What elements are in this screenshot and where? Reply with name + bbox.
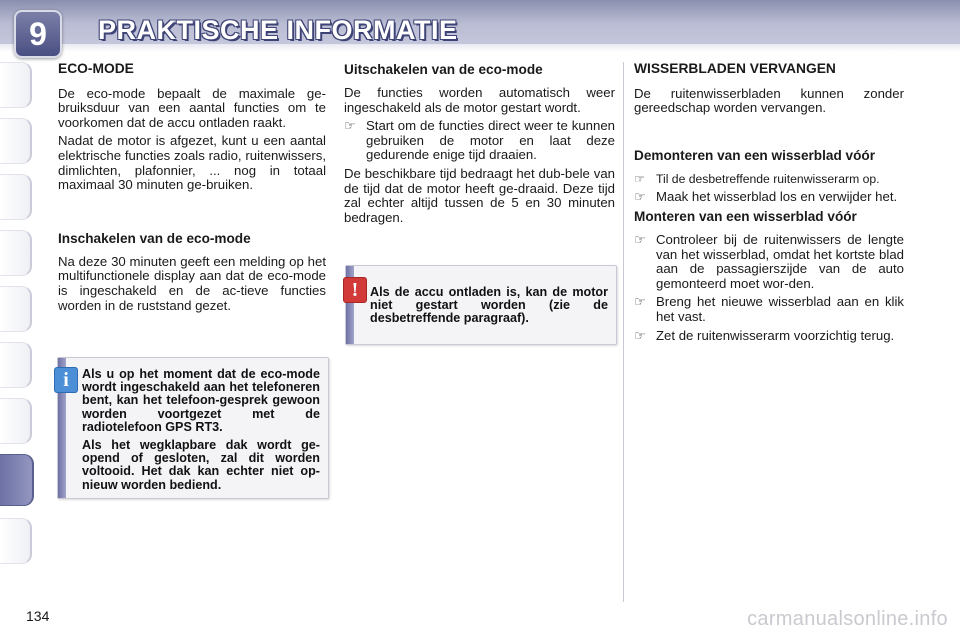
inschakelen-paragraph: Na deze 30 minuten geeft een melding op het multifunctionele display aan dat de eco-mode is ingeschakeld en de ac-tieve functies worden in de ruststand gezet. — [58, 253, 326, 313]
info-note-box — [57, 357, 329, 499]
list-item: ☞ Maak het wisserblad los en verwijder het. — [634, 189, 898, 205]
info-note-text — [82, 368, 320, 492]
pointing-hand-icon: ☞ — [344, 118, 356, 134]
uitschakelen-paragraph: De functies worden automatisch weer ingeschakeld als de motor gestart wordt. — [344, 85, 615, 115]
side-tab[interactable] — [0, 342, 32, 388]
warning-icon: ! — [343, 277, 367, 303]
list-item: ☞ Til de desbetreffende ruitenwisserarm op. — [634, 171, 880, 186]
side-tab[interactable] — [0, 174, 32, 220]
demonteren-heading: Demonteren van een wisserblad vóór — [634, 147, 875, 163]
page-number: 134 — [26, 608, 50, 624]
side-tabs — [0, 62, 34, 582]
wisserbladen-heading: WISSERBLADEN VERVANGEN — [634, 61, 836, 76]
column-wisserbladen — [634, 62, 904, 347]
eco-mode-paragraph: De eco-mode bepaalt de maximale ge-bruiksduur van een aantal functies om te voorkomen dat de accu ontladen raakt. — [58, 85, 326, 130]
column-eco-mode — [58, 62, 326, 317]
monteren-heading: Monteren van een wisserblad vóór — [634, 208, 857, 224]
side-tab[interactable] — [0, 518, 32, 564]
pointing-hand-icon: ☞ — [634, 171, 645, 186]
side-tab[interactable] — [0, 62, 32, 108]
side-tab[interactable] — [0, 398, 32, 444]
eco-mode-paragraph: Nadat de motor is afgezet, kunt u een aantal elektrische functies zoals radio, ruitenwissers, dimlichten, plafonnier, ... nog in totaal maximaal 30 minuten ge-bruiken. — [58, 133, 326, 193]
page-title: PRAKTISCHE INFORMATIE — [98, 15, 458, 45]
warning-note-box — [345, 265, 617, 345]
pointing-hand-icon: ☞ — [634, 294, 646, 310]
pointing-hand-icon: ☞ — [634, 327, 646, 343]
chapter-number-badge: 9 — [14, 10, 62, 58]
list-item: ☞ Start om de functies direct weer te kunnen gebruiken de motor en laat deze gedurende enige tijd draaien. — [344, 118, 615, 163]
list-item: ☞ Zet de ruitenwisserarm voorzichtig terug. — [634, 327, 895, 343]
side-tab[interactable] — [0, 118, 32, 164]
uitschakelen-paragraph: De beschikbare tijd bedraagt het dub-bele van de tijd dat de motor heeft ge-draaid. Deze tijd zal echter altijd tussen de 5 en 30 minuten bedragen. — [344, 165, 615, 225]
column-uitschakelen — [344, 62, 615, 229]
watermark: carmanualsonline.info — [747, 608, 948, 630]
side-tab[interactable] — [0, 230, 32, 276]
info-note-paragraph: Als het wegklapbare dak wordt ge-opend of gesloten, zal dit worden voltooid. Het dak kan echter niet op-nieuw worden bediend. — [82, 438, 320, 492]
inschakelen-heading: Inschakelen van de eco-mode — [58, 230, 251, 246]
warning-note-text: Als de accu ontladen is, kan de motor niet gestart worden (zie de desbetreffende paragraaf). — [370, 285, 608, 326]
side-tab-active[interactable] — [0, 454, 34, 506]
pointing-hand-icon: ☞ — [634, 189, 646, 205]
info-icon: i — [54, 367, 78, 393]
pointing-hand-icon: ☞ — [634, 231, 646, 247]
list-item: ☞ Breng het nieuwe wisserblad aan en klik het vast. — [634, 294, 904, 324]
list-item: ☞ Controleer bij de ruitenwissers de lengte van het wisserblad, omdat het kortste blad aan de passagierszijde van de auto gemonteerd moet wor-den. — [634, 231, 904, 291]
info-note-paragraph: Als u op het moment dat de eco-mode wordt ingeschakeld aan het telefoneren bent, kan het telefoon-gesprek gewoon worden voortgezet met de radiotelefoon GPS RT3. — [82, 367, 320, 434]
column-divider — [623, 62, 624, 602]
side-tab[interactable] — [0, 286, 32, 332]
uitschakelen-heading: Uitschakelen van de eco-mode — [344, 62, 543, 77]
wisserbladen-paragraph: De ruitenwisserbladen kunnen zonder gereedschap worden vervangen. — [634, 85, 904, 116]
eco-mode-heading: ECO-MODE — [58, 61, 134, 76]
